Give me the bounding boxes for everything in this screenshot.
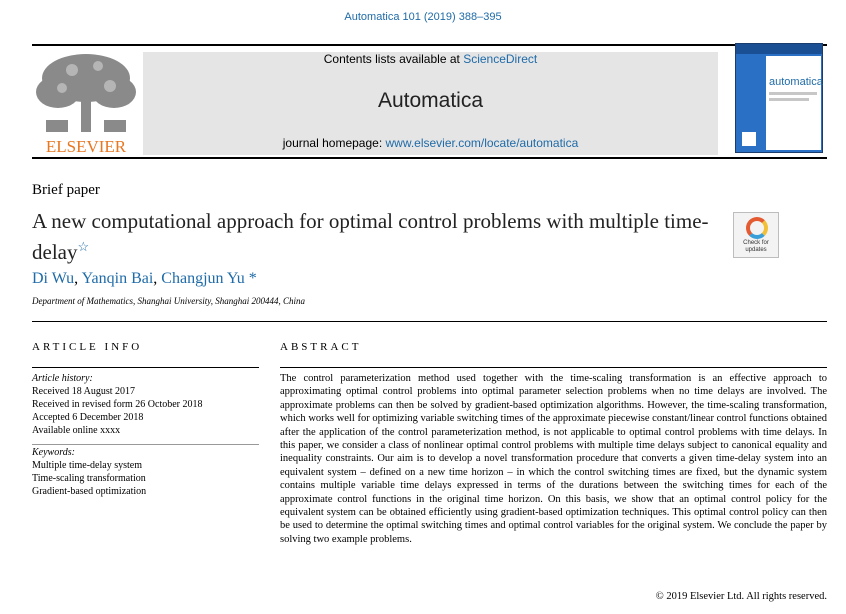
sciencedirect-link[interactable]: ScienceDirect (463, 52, 538, 66)
tree-illustration (36, 54, 136, 132)
article-title-text: A new computational approach for optimal control problems with multiple time-delay (32, 209, 709, 264)
abstract-heading: ABSTRACT (280, 341, 362, 353)
homepage-prefix: journal homepage: (282, 136, 383, 150)
history-item: Received in revised form 26 October 2018 (32, 399, 203, 410)
corresponding-author-mark[interactable]: * (248, 270, 257, 287)
cover-top-strip (736, 44, 822, 54)
elsevier-logo[interactable] (32, 48, 140, 156)
cover-subtitle-bar (769, 92, 817, 95)
article-info-rule (32, 367, 259, 368)
history-label: Article history: (32, 373, 93, 384)
affiliation: Department of Mathematics, Shanghai University, Shanghai 200444, China (32, 296, 305, 306)
homepage-line (143, 136, 718, 150)
author-link[interactable]: Yanqin Bai (81, 270, 154, 287)
publisher-wordmark: ELSEVIER (45, 137, 127, 156)
keywords-block (32, 446, 146, 498)
cover-title: automatica (769, 76, 823, 88)
article-history (32, 372, 203, 437)
article-type: Brief paper (32, 182, 100, 198)
check-updates-label: Check for updates (743, 240, 769, 253)
check-for-updates-button[interactable] (733, 212, 779, 258)
check-updates-icon (746, 217, 768, 239)
abstract-text: The control parameterization method used together with the time-scaling transformation is an effective approach to approximating optimal control problems into optimal parameter selection problems when no time delays are involved. The approximate problems can then be solved by gradient-based optimization algorithms. However, the time-scaling transformation, which works well for optimizing variable switching times of the approximate piecewise constant/linear control functions obtained after the application of the control parameterization method, is not applicable to optimal control problems with time delays. In this paper, we consider a class of nonlinear optimal control problems with multiple time delays subject to canonical equality and inequality constraints. Our aim is to develop a novel transformation procedure that converts a given time-delay system into an equivalent system – defined on a new time horizon – in which the control switching times are fixed, but the dynamic system contains multiple variable time delays expressed in terms of the durations between the switching times for each of the approximate control functions in the original time horizon. On this basis, we show that an optimal control policy for the equivalent system can be obtained efficiently using gradient-based optimization techniques. This optimal control policy can then be used to determine the optimal switching times and optimal control variables for the original system. We conclude the paper by solving two example problems. (280, 373, 827, 545)
section-divider (32, 321, 827, 322)
history-item: Available online xxxx (32, 425, 121, 436)
keyword-item: Multiple time-delay system (32, 460, 142, 471)
header-rule-bottom (32, 157, 827, 159)
journal-title[interactable]: Automatica (377, 89, 484, 112)
cover-badge (742, 132, 756, 146)
cover-panel (766, 56, 821, 150)
header-rule-top (32, 44, 827, 46)
article-title (32, 208, 712, 265)
contents-line (143, 52, 718, 66)
contents-prefix: Contents lists available at (323, 52, 460, 66)
journal-citation[interactable]: Automatica 101 (2019) 388–395 (344, 11, 502, 23)
abstract-rule (280, 367, 827, 368)
author-link[interactable]: Changjun Yu (161, 270, 245, 287)
keywords-rule (32, 444, 259, 445)
article-info-heading: ARTICLE INFO (32, 341, 143, 353)
title-footnote-star-icon[interactable]: ☆ (77, 239, 90, 254)
keyword-item: Time-scaling transformation (32, 473, 146, 484)
author-link[interactable]: Di Wu (32, 270, 75, 287)
copyright-notice: © 2019 Elsevier Ltd. All rights reserved. (655, 591, 827, 602)
journal-cover-thumbnail[interactable] (735, 43, 823, 153)
history-item: Accepted 6 December 2018 (32, 412, 144, 423)
history-item: Received 18 August 2017 (32, 386, 136, 397)
keywords-label: Keywords: (32, 447, 75, 458)
keyword-item: Gradient-based optimization (32, 486, 147, 497)
cover-subtitle-bar (769, 98, 809, 101)
author-list: Di Wu, Yanqin Bai, Changjun Yu * (32, 270, 257, 287)
journal-homepage-link[interactable]: www.elsevier.com/locate/automatica (385, 136, 579, 150)
